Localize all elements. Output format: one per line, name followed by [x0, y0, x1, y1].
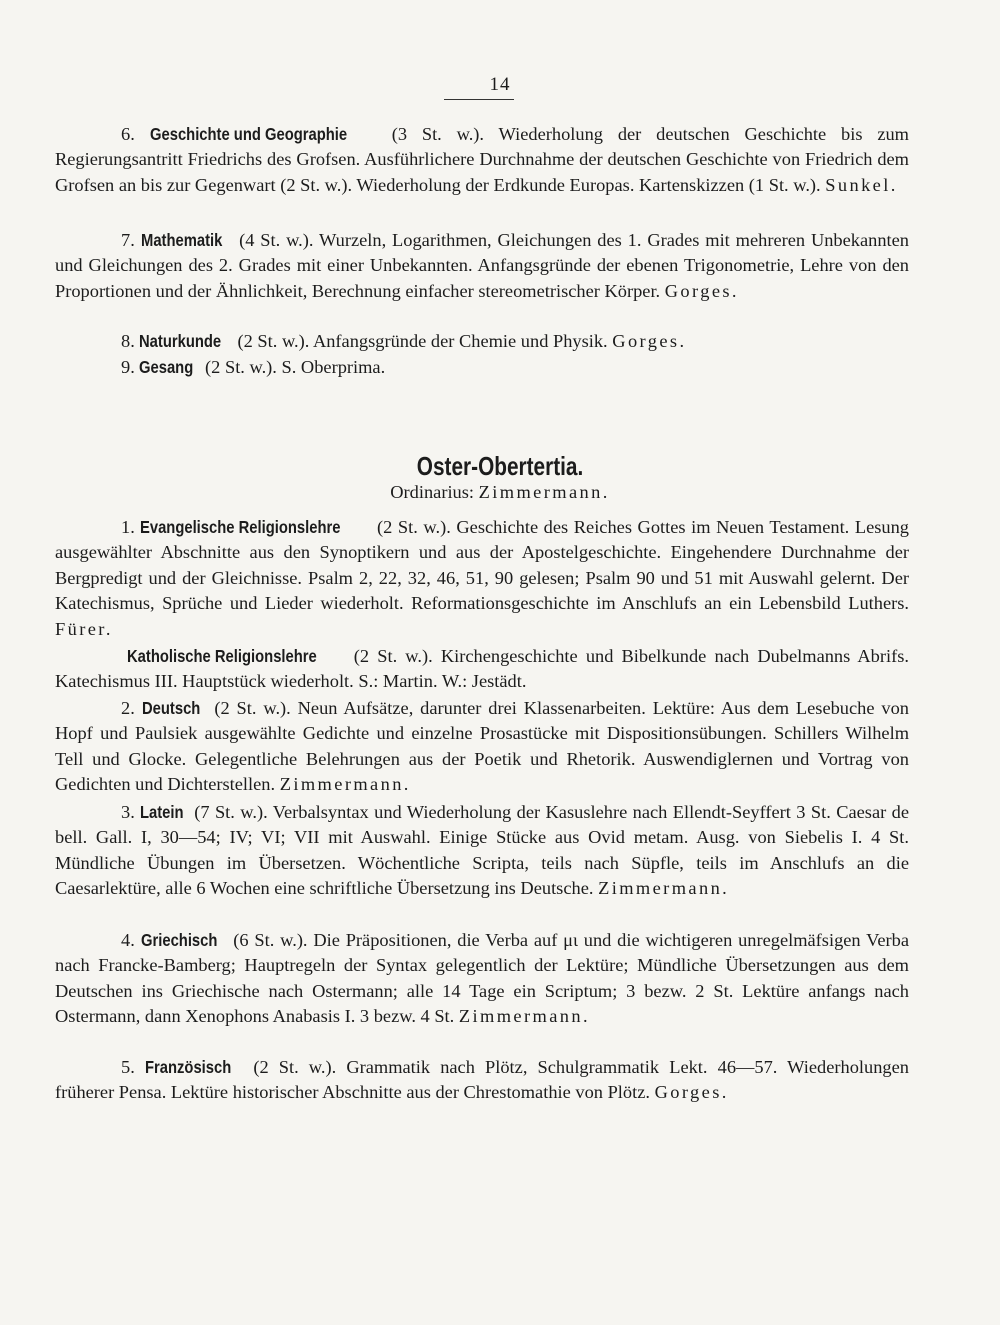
teacher-name: Sunkel.	[825, 174, 898, 195]
teacher-name: Gorges.	[664, 280, 739, 301]
item-number: 9.	[121, 357, 135, 377]
subject-heading: Deutsch	[141, 698, 200, 718]
teacher-name: Gorges.	[612, 331, 687, 351]
item-number: 8.	[121, 331, 135, 351]
teacher-name: Zimmermann.	[279, 774, 411, 795]
teacher-name: Gorges.	[654, 1082, 729, 1103]
paragraph-katholische-religionslehre	[55, 644, 909, 695]
paragraph-griechisch	[55, 928, 909, 1030]
paragraph-text: (2 St. w.). Anfangsgründe der Chemie und Physik.	[232, 331, 613, 351]
page-number: 14	[489, 74, 511, 95]
paragraph-naturkunde	[55, 329, 909, 354]
ordinarius-label: Ordinarius:	[390, 482, 479, 502]
section-title: Oster-Obertertia.	[416, 451, 584, 481]
item-number: 1.	[121, 517, 135, 537]
subject-heading: Geschichte und Geographie	[149, 124, 347, 144]
paragraph-evangelische-religionslehre	[55, 515, 909, 642]
subject-heading: Griechisch	[140, 930, 218, 950]
subject-heading: Latein	[140, 802, 184, 822]
item-number: 7.	[121, 230, 135, 250]
paragraph-gesang	[55, 355, 909, 380]
subject-heading: Gesang	[139, 357, 194, 377]
item-number: 2.	[121, 698, 135, 718]
subject-heading: Mathematik	[140, 230, 222, 250]
subject-heading: Katholische Religionslehre	[127, 646, 317, 666]
paragraph-text: (2 St. w.). Grammatik nach Plötz, Schulgrammatik Lekt. 46—57. Wiederholungen früherer Pensa. Lektüre historischer Abschnitte aus der Chrestomathie von Plötz.	[55, 1057, 909, 1103]
teacher-name: Zimmermann.	[598, 878, 730, 899]
teacher-name: Fürer.	[55, 618, 113, 639]
teacher-name: Zimmermann.	[458, 1006, 590, 1027]
paragraph-text: (6 St. w.). Die Präpositionen, die Verba auf μι und die wichtigeren unregelmäfsigen Verba nach Francke-Bamberg; Hauptregeln der Syntax gelegentlich der Lektüre; Mündliche Übersetzungen aus dem Deutschen ins Griechische nach Ostermann; alle 14 Tage ein Scriptum; 3 bezw. 2 St. Lektüre anfangs nach Ostermann, dann Xenophons Anabasis I. 3 bezw. 4 St.	[55, 930, 909, 1027]
paragraph-text: (4 St. w.). Wurzeln, Logarithmen, Gleichungen des 1. Grades mit mehreren Unbekannten und Gleichungen des 2. Grades mit einer Unbekannten. Anfangsgründe der ebenen Trigonometrie, Lehre von den Proportionen und der Ähnlichkeit, Berechnung einfacher stereometrischer Körper.	[55, 230, 909, 301]
paragraph-text: (2 St. w.). Geschichte des Reiches Gottes im Neuen Testament. Lesung ausgewählter Abschnitte aus den Synoptikern und aus der Apostelgeschichte. Eingehendere Durchnahme der Bergpredigt und der Gleichnisse. Psalm 2, 22, 32, 46, 51, 90 gelesen; Psalm 90 und 51 mit Auswahl gelernt. Der Katechismus, Sprüche und Lieder wiederholt. Reformationsgeschichte im Anschlufs an ein Lebensbild Luthers.	[55, 517, 909, 614]
item-number: 5.	[121, 1057, 135, 1077]
paragraph-text: (2 St. w.). Neun Aufsätze, darunter drei Klassenarbeiten. Lektüre: Aus dem Lesebuche von Hopf und Paulsiek ausgewählte Gedichte und einzelne Prosastücke mit Dispositionsübungen. Schillers Wilhelm Tell und Glocke. Gelegentliche Belehrungen aus der Poetik und Rhetorik. Auswendiglernen und Vortrag von Gedichten und Dichterstellen.	[55, 698, 909, 795]
page-number-rule	[444, 99, 514, 100]
ordinarius-name: Zimmermann.	[478, 482, 610, 502]
subject-heading: Französisch	[144, 1057, 232, 1077]
paragraph-deutsch	[55, 696, 909, 798]
subject-heading: Evangelische Religionslehre	[140, 517, 341, 537]
paragraph-text: (2 St. w.). Kirchengeschichte und Bibelkunde nach Dubelmanns Abrifs. Katechismus III. Hauptstück wiederholt. S.: Martin. W.: Jestädt.	[55, 646, 909, 692]
paragraph-text: (2 St. w.). S. Oberprima.	[200, 357, 386, 377]
paragraph-text: (3 St. w.). Wiederholung der deutschen Geschichte bis zum Regierungsantritt Friedrichs des Grofsen. Ausführlichere Durchnahme der deutschen Geschichte von Friedrich dem Grofsen an bis zur Gegenwart (2 St. w.). Wiederholung der Erdkunde Europas. Kartenskizzen (1 St. w.).	[55, 124, 909, 195]
paragraph-franzoesisch	[55, 1055, 909, 1106]
item-number: 4.	[121, 930, 135, 950]
paragraph-geschichte	[55, 122, 909, 198]
subject-heading: Naturkunde	[139, 331, 222, 351]
ordinarius-line	[0, 482, 1000, 503]
paragraph-mathematik	[55, 228, 909, 304]
paragraph-text: (7 St. w.). Verbalsyntax und Wiederholung der Kasuslehre nach Ellendt-Seyffert 3 St. Caesar de bell. Gall. I, 30—54; IV; VI; VII mit Auswahl. Einige Stücke aus Ovid metam. Ausg. von Siebelis I. 4 St. Mündliche Übungen im Übersetzen. Wöchentliche Scripta, teils nach Süpfle, teils im Anschlufs an die Caesarlektüre, alle 6 Wochen eine schriftliche Übersetzung ins Deutsche.	[55, 802, 909, 899]
item-number: 6.	[121, 124, 135, 144]
paragraph-latein	[55, 800, 909, 902]
item-number: 3.	[121, 802, 135, 822]
